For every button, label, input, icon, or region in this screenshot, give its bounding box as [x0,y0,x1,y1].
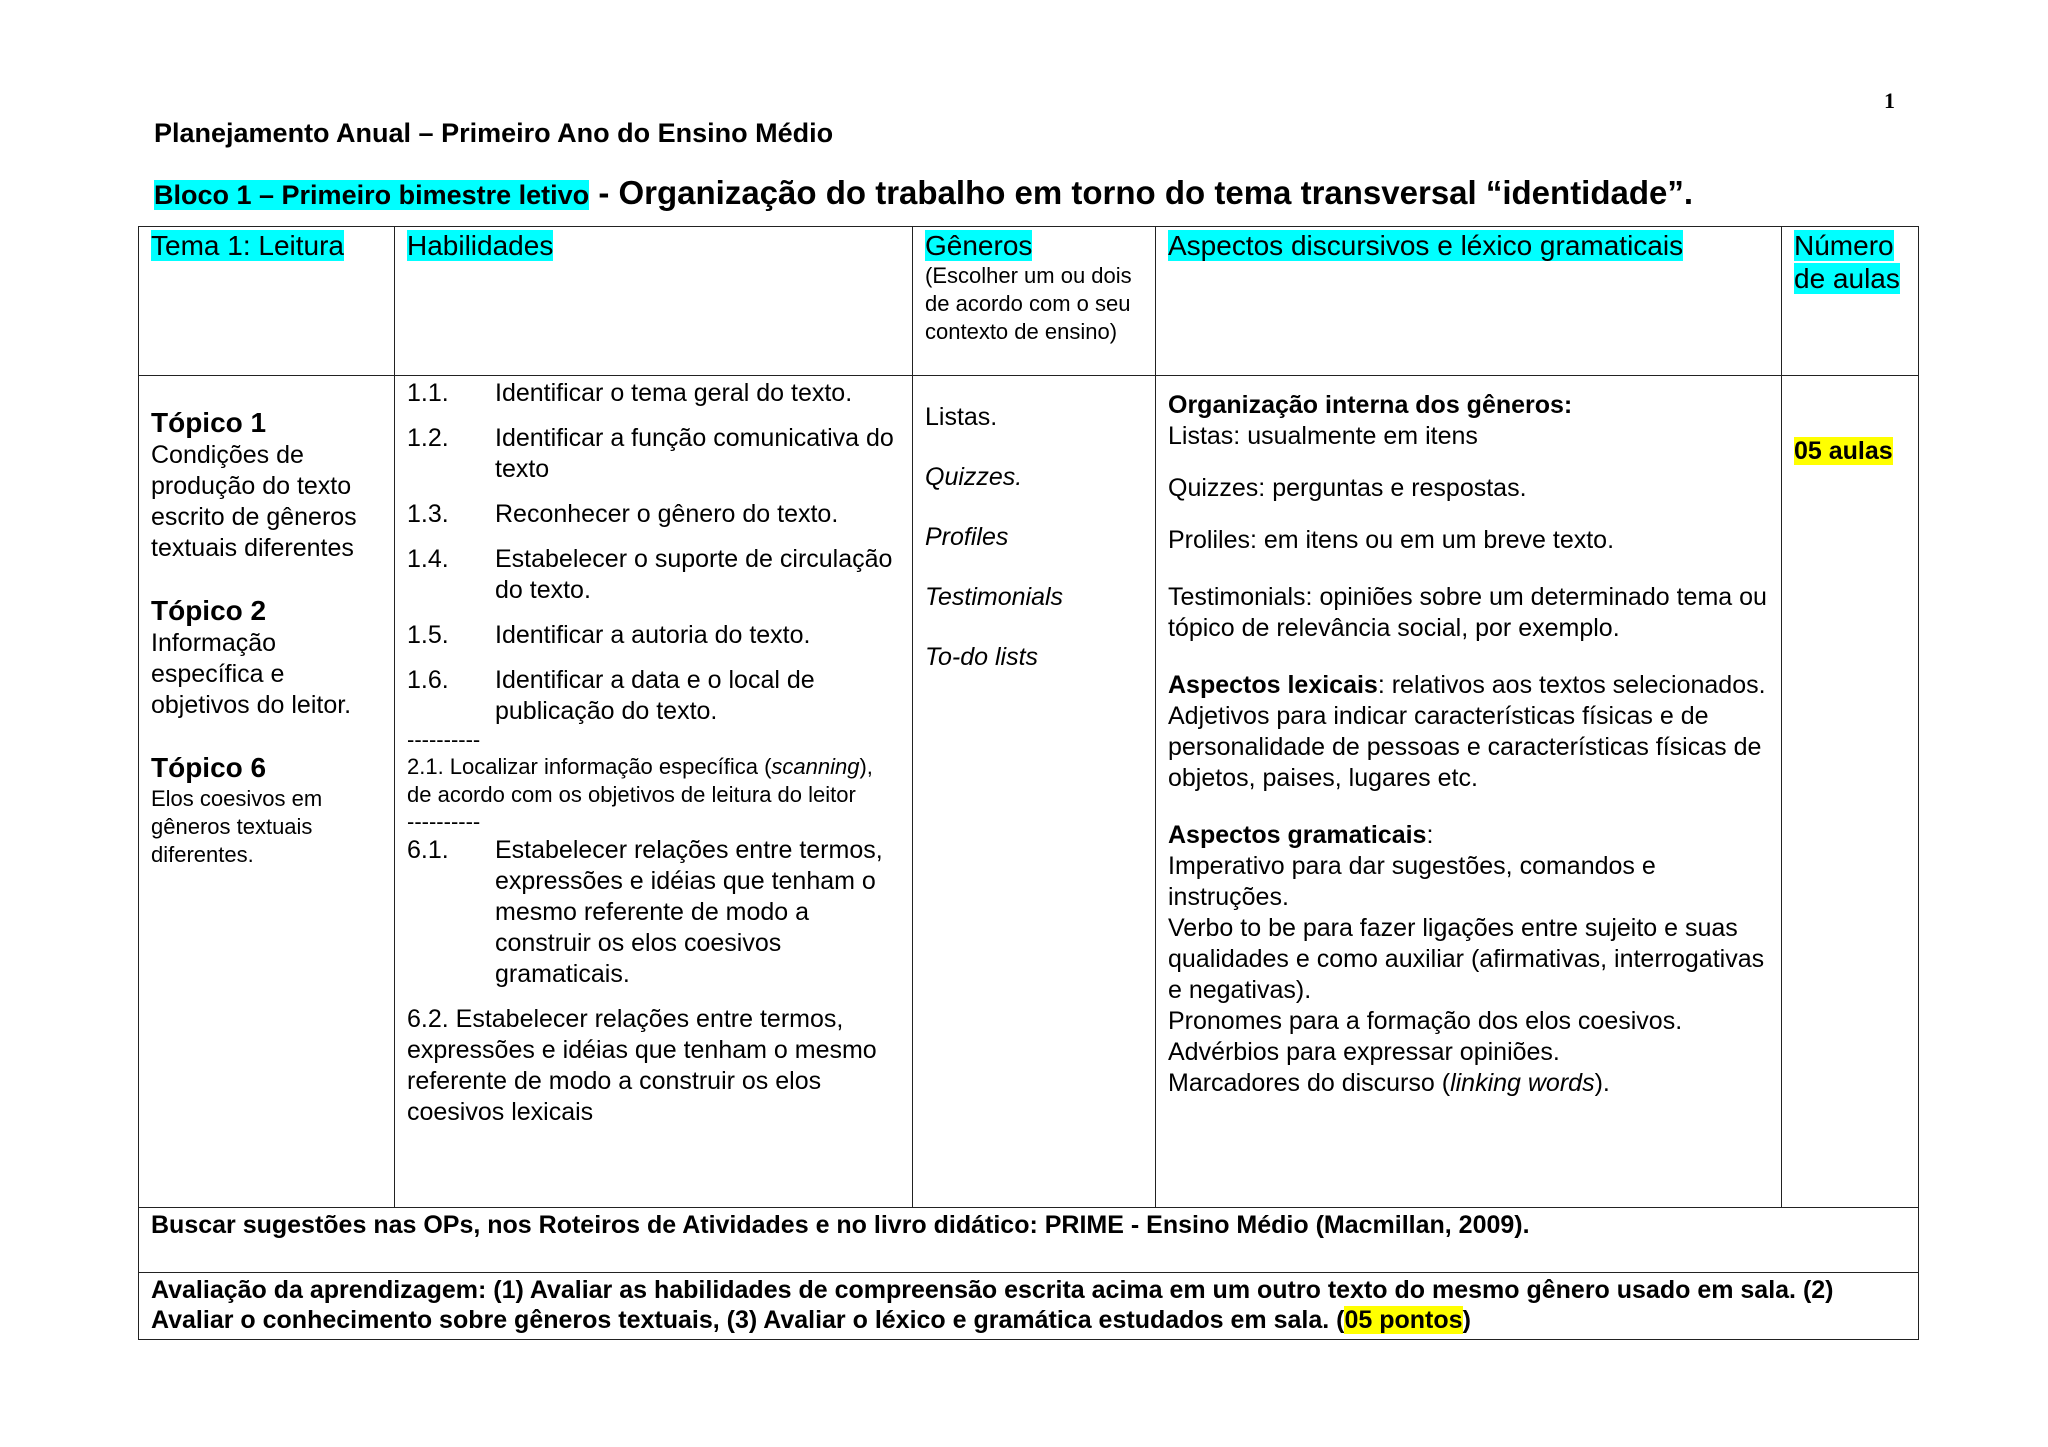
header-genres: Gêneros (Escolher um ou dois de acordo com o seu contexto de ensino) [913,227,1156,376]
block-title [154,174,1693,212]
skill-item: 1.1. Identificar o tema geral do texto. [407,379,853,407]
num-classes-cell [1782,376,1919,1208]
genre-item: To-do lists [925,643,1039,671]
separator: ---------- [407,809,481,834]
table-content-row [139,376,1919,1208]
header-aspects: Aspectos discursivos e léxico gramaticais [1156,227,1782,376]
skill-item: 1.5. Identificar a autoria do texto. [407,621,811,649]
aspects-adverbs: Advérbios para expressar opiniões. [1168,1038,1560,1066]
topic-desc: Informação específica e objetivos do leitor. [151,629,352,719]
skill-item-2-1: 2.1. Localizar informação específica (scanning), de acordo com os objetivos de leitura do leitor [407,754,873,807]
genre-item: Testimonials [925,583,1064,611]
block-label: Bloco 1 – Primeiro bimestre letivo [154,180,590,210]
num-classes-value: 05 aulas [1794,437,1893,465]
aspects-pronouns: Pronomes para a formação dos elos coesivos. [1168,1007,1683,1035]
topic-2 [151,594,382,721]
topic-1 [151,406,382,564]
table-header-row [139,227,1919,376]
evaluation-row [139,1273,1919,1340]
topics-cell [139,376,395,1208]
aspects-lexical: Aspectos lexicais: relativos aos textos selecionados. [1168,671,1766,699]
skill-item: 1.3. Reconhecer o gênero do texto. [407,500,839,528]
aspects-lists: Listas: usualmente em itens [1168,422,1478,450]
aspects-testimonials: Testimonials: opiniões sobre um determinado tema ou tópico de relevância social, por exemplo. [1168,583,1767,642]
separator: ---------- [407,727,481,752]
topic-title: Tópico 6 [151,752,267,783]
skill-item: 1.4. Estabelecer o suporte de circulação do texto. [407,545,893,604]
skill-item: 1.2. Identificar a função comunicativa do texto [407,424,894,483]
document-title: Planejamento Anual – Primeiro Ano do Ensino Médio [154,118,834,148]
suggestions-row [139,1208,1919,1273]
header-theme: Tema 1: Leitura [139,227,395,376]
genre-item: Profiles [925,523,1009,551]
header-num-classes: Número de aulas [1782,227,1919,376]
aspects-adjectives: Adjetivos para indicar características físicas e de personalidade de pessoas e características físicas de objetos, paises, lugares etc. [1168,702,1762,792]
topic-desc: Elos coesivos em gêneros textuais diferentes. [151,786,323,867]
aspects-imperative: Imperativo para dar sugestões, comandos e instruções. [1168,852,1656,911]
aspects-quizzes: Quizzes: perguntas e respostas. [1168,474,1527,502]
aspects-profiles: Proliles: em itens ou em um breve texto. [1168,526,1615,554]
header-skills: Habilidades [395,227,913,376]
evaluation-points: 05 pontos [1344,1306,1463,1334]
aspects-grammatical: Aspectos gramaticais: [1168,821,1434,849]
skill-item: 1.6. Identificar a data e o local de publicação do texto. [407,666,815,725]
page-number: 1 [1884,88,1895,113]
topic-6 [151,751,382,869]
block-subtitle: - Organização do trabalho em torno do tema transversal “identidade”. [589,174,1694,211]
topic-title: Tópico 2 [151,595,267,626]
aspects-cell [1156,376,1782,1208]
genre-item: Listas. [925,403,998,431]
aspects-org-title: Organização interna dos gêneros: [1168,391,1573,419]
aspects-markers: Marcadores do discurso (linking words). [1168,1069,1610,1097]
genres-note: (Escolher um ou dois de acordo com o seu contexto de ensino) [925,263,1132,344]
genres-cell [913,376,1156,1208]
topic-desc: Condições de produção do texto escrito de gêneros textuais diferentes [151,441,357,562]
skill-item-6-2: 6.2. Estabelecer relações entre termos, expressões e idéias que tenham o mesmo referente de modo a construir os elos coesivos lexicais [407,1005,877,1126]
aspects-verb-to-be: Verbo to be para fazer ligações entre sujeito e suas qualidades e como auxiliar (afirmativas, interrogativas e negativas). [1168,914,1765,1004]
genre-item: Quizzes. [925,463,1023,491]
topic-title: Tópico 1 [151,407,267,438]
skill-item: 6.1. Estabelecer relações entre termos, expressões e idéias que tenham o mesmo referente de modo a construir os elos coesivos gramaticais. [407,836,883,988]
suggestions-text: Buscar sugestões nas OPs, nos Roteiros de Atividades e no livro didático: PRIME - Ensino Médio (Macmillan, 2009). [139,1208,1919,1273]
planning-table [138,226,1919,1340]
skills-cell [395,376,913,1208]
evaluation-text: Avaliação da aprendizagem: (1) Avaliar as habilidades de compreensão escrita acima em um outro texto do mesmo gênero usado em sala. (2) Avaliar o conhecimento sobre gêneros textuais, (3) Avaliar o léxico e gramática estudados em sala. (05 pontos) [139,1273,1919,1340]
